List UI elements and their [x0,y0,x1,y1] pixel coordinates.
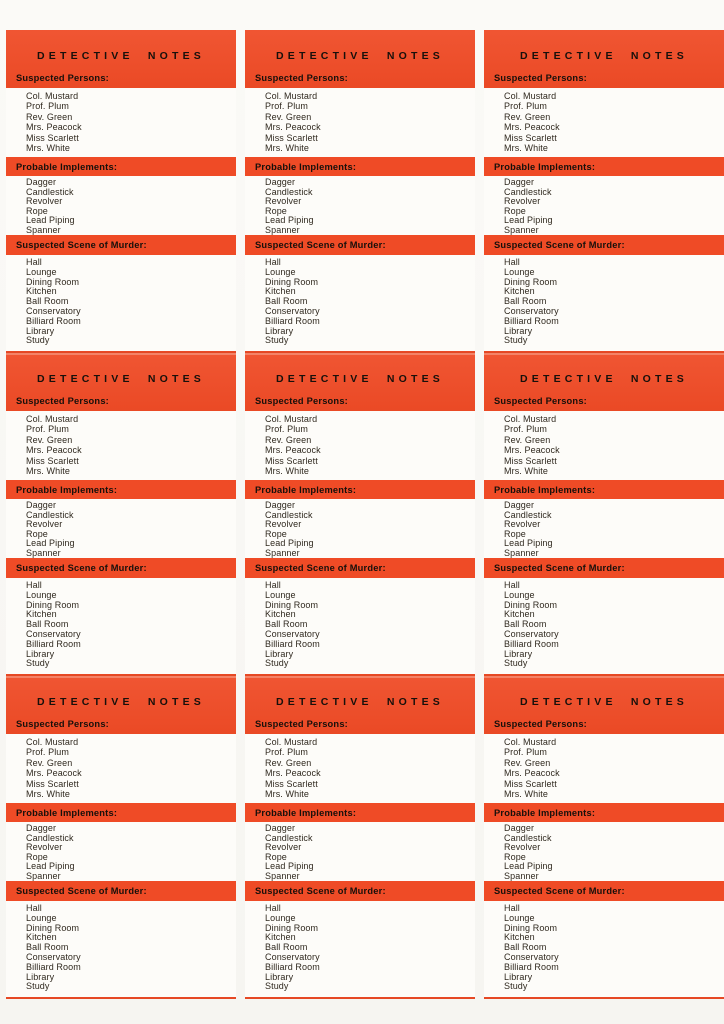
list-item: Hall [26,580,42,590]
list-item: Lounge [265,589,296,600]
card-header-band [245,353,475,411]
list-item: Conservatory [504,305,559,316]
list-item: Mrs. Peacock [504,768,560,779]
list-item: Mrs. Peacock [26,768,82,779]
list-item: Candlestick [265,509,313,520]
section-label-suspected-persons: Suspected Persons: [255,396,348,406]
probable-implements-list [484,499,724,558]
card-header-band [484,353,724,411]
list-item: Miss Scarlett [265,132,318,143]
suspected-persons-list [484,411,724,480]
list-item: Rev. Green [26,434,73,445]
card-title: DETECTIVE NOTES [519,50,688,62]
list-item: Study [26,981,50,992]
list-item: Miss Scarlett [504,455,557,466]
list-item: Lead Piping [265,215,314,225]
list-item: Col. Mustard [504,414,557,424]
suspected-scene-list [245,578,475,674]
suspected-scene-band [6,235,236,255]
list-item: Mrs. Peacock [504,122,560,133]
suspected-persons-list [245,88,475,157]
list-item: Ball Room [26,296,69,307]
list-item: Hall [504,257,520,267]
section-label-probable-implements: Probable Implements: [255,484,357,495]
list-item: Prof. Plum [265,424,309,435]
list-item: Ball Room [504,619,547,630]
section-label-probable-implements: Probable Implements: [16,807,118,818]
list-item: Dining Room [504,922,558,933]
list-item: Conservatory [265,305,320,316]
section-label-suspected-scene: Suspected Scene of Murder: [494,240,625,250]
detective-notes-card [245,30,475,353]
list-item: Conservatory [504,951,559,962]
list-item: Mrs. White [504,789,549,800]
list-item: Candlestick [26,509,74,520]
list-item: Dining Room [26,276,80,287]
probable-implements-list [484,822,724,881]
card-header-band [6,30,236,88]
section-label-suspected-persons: Suspected Persons: [494,396,587,406]
section-label-suspected-scene: Suspected Scene of Murder: [16,886,147,896]
list-item: Conservatory [504,628,559,639]
detective-notes-card [484,676,724,999]
card-grid [6,30,724,999]
suspected-persons-list [245,734,475,803]
list-item: Conservatory [265,951,320,962]
list-item: Lounge [26,589,57,600]
list-item: Library [26,648,55,659]
card-title: DETECTIVE NOTES [275,50,444,62]
card-title: DETECTIVE NOTES [275,373,444,385]
list-item: Hall [265,257,281,267]
list-item: Revolver [26,519,63,529]
probable-implements-band [245,157,475,176]
section-label-probable-implements: Probable Implements: [255,161,357,172]
list-item: Dagger [26,500,57,510]
list-item: Study [265,335,289,346]
list-item: Spanner [26,547,61,558]
list-item: Dagger [26,177,57,187]
list-item: Hall [504,580,520,590]
list-item: Rev. Green [26,111,73,122]
section-label-probable-implements: Probable Implements: [494,161,596,172]
list-item: Dining Room [504,599,558,610]
probable-implements-band [6,480,236,499]
section-label-suspected-persons: Suspected Persons: [16,719,109,729]
list-item: Conservatory [26,951,81,962]
list-item: Prof. Plum [26,747,70,758]
suspected-persons-list [245,411,475,480]
list-item: Spanner [504,547,539,558]
list-item: Rope [504,528,526,539]
list-item: Rope [265,205,287,216]
suspected-scene-band [6,881,236,901]
card-footer-band [6,997,236,999]
list-item: Lead Piping [265,861,314,871]
card-header-band [6,353,236,411]
card-title: DETECTIVE NOTES [519,696,688,708]
probable-implements-band [6,157,236,176]
list-item: Lead Piping [26,861,75,871]
card-title: DETECTIVE NOTES [36,696,205,708]
list-item: Miss Scarlett [26,455,79,466]
list-item: Dining Room [26,599,80,610]
suspected-scene-list [245,901,475,997]
list-item: Mrs. White [26,143,71,154]
list-item: Col. Mustard [265,737,318,747]
list-item: Prof. Plum [26,101,70,112]
list-item: Spanner [504,224,539,235]
card-footer-band [245,997,475,999]
probable-implements-list [6,499,236,558]
list-item: Miss Scarlett [504,132,557,143]
list-item: Lead Piping [265,538,314,548]
list-item: Lounge [265,912,296,923]
list-item: Spanner [265,547,300,558]
list-item: Lounge [26,912,57,923]
list-item: Kitchen [26,286,57,297]
suspected-scene-list [245,255,475,351]
card-header-band [6,676,236,734]
suspected-scene-list [6,901,236,997]
probable-implements-list [6,176,236,235]
list-item: Rev. Green [265,434,312,445]
list-item: Rev. Green [504,757,551,768]
list-item: Billiard Room [504,961,559,972]
list-item: Prof. Plum [26,424,70,435]
list-item: Mrs. Peacock [26,122,82,133]
list-item: Lead Piping [504,215,553,225]
list-item: Spanner [265,224,300,235]
list-item: Mrs. White [504,466,549,477]
section-label-suspected-scene: Suspected Scene of Murder: [494,563,625,573]
suspected-persons-list [6,88,236,157]
list-item: Ball Room [504,942,547,953]
list-item: Miss Scarlett [26,778,79,789]
list-item: Lead Piping [26,538,75,548]
list-item: Prof. Plum [504,424,548,435]
list-item: Lounge [265,266,296,277]
section-label-suspected-scene: Suspected Scene of Murder: [255,240,386,250]
suspected-scene-band [484,558,724,578]
list-item: Hall [265,903,281,913]
list-item: Prof. Plum [504,101,548,112]
list-item: Candlestick [265,186,313,197]
list-item: Mrs. White [265,789,310,800]
list-item: Mrs. White [26,789,71,800]
suspected-scene-band [6,558,236,578]
list-item: Mrs. Peacock [265,768,321,779]
probable-implements-band [484,803,724,822]
list-item: Candlestick [504,832,552,843]
list-item: Study [504,658,528,669]
card-title: DETECTIVE NOTES [519,373,688,385]
list-item: Mrs. White [265,466,310,477]
list-item: Mrs. White [265,143,310,154]
card-title: DETECTIVE NOTES [275,696,444,708]
list-item: Lounge [504,912,535,923]
suspected-scene-list [484,901,724,997]
list-item: Kitchen [265,932,296,943]
list-item: Library [265,971,294,982]
list-item: Lead Piping [504,538,553,548]
suspected-scene-list [484,578,724,674]
card-footer-band [484,997,724,999]
list-item: Mrs. Peacock [504,445,560,456]
list-item: Study [504,981,528,992]
list-item: Kitchen [504,932,535,943]
list-item: Dining Room [265,922,319,933]
card-title: DETECTIVE NOTES [36,50,205,62]
list-item: Rope [26,205,48,216]
list-item: Billiard Room [265,961,320,972]
suspected-scene-band [245,558,475,578]
suspected-persons-list [484,734,724,803]
list-item: Kitchen [504,609,535,620]
list-item: Miss Scarlett [504,778,557,789]
list-item: Dagger [504,500,535,510]
list-item: Dining Room [265,276,319,287]
list-item: Revolver [504,842,541,852]
list-item: Kitchen [265,609,296,620]
list-item: Rope [265,851,287,862]
list-item: Spanner [26,870,61,881]
section-label-suspected-persons: Suspected Persons: [255,73,348,83]
list-item: Conservatory [265,628,320,639]
probable-implements-list [6,822,236,881]
list-item: Lead Piping [504,861,553,871]
list-item: Col. Mustard [265,414,318,424]
list-item: Rope [504,205,526,216]
suspected-scene-list [6,578,236,674]
section-label-suspected-persons: Suspected Persons: [494,719,587,729]
suspected-scene-band [484,881,724,901]
suspected-scene-band [245,881,475,901]
list-item: Revolver [504,519,541,529]
list-item: Candlestick [504,186,552,197]
list-item: Ball Room [265,619,308,630]
list-item: Revolver [265,842,302,852]
suspected-persons-list [484,88,724,157]
list-item: Hall [265,580,281,590]
probable-implements-band [484,480,724,499]
list-item: Hall [26,903,42,913]
list-item: Lead Piping [26,215,75,225]
suspected-scene-list [484,255,724,351]
list-item: Mrs. White [26,466,71,477]
detective-notes-sheet [6,30,724,999]
list-item: Library [26,325,55,336]
detective-notes-card [245,676,475,999]
list-item: Dagger [26,823,57,833]
list-item: Billiard Room [26,315,81,326]
list-item: Rev. Green [265,757,312,768]
list-item: Ball Room [26,619,69,630]
section-label-suspected-persons: Suspected Persons: [16,73,109,83]
list-item: Library [26,971,55,982]
suspected-scene-band [484,235,724,255]
card-title: DETECTIVE NOTES [36,373,205,385]
list-item: Candlestick [26,186,74,197]
probable-implements-list [245,499,475,558]
list-item: Hall [26,257,42,267]
list-item: Col. Mustard [26,91,79,101]
list-item: Ball Room [265,296,308,307]
card-header-band [245,30,475,88]
list-item: Dagger [265,177,296,187]
list-item: Spanner [504,870,539,881]
list-item: Mrs. Peacock [265,445,321,456]
list-item: Rope [504,851,526,862]
list-item: Kitchen [26,609,57,620]
detective-notes-card [6,676,236,999]
section-label-suspected-scene: Suspected Scene of Murder: [255,563,386,573]
list-item: Study [504,335,528,346]
list-item: Mrs. White [504,143,549,154]
list-item: Library [504,648,533,659]
suspected-scene-list [6,255,236,351]
list-item: Ball Room [26,942,69,953]
list-item: Kitchen [26,932,57,943]
section-label-probable-implements: Probable Implements: [255,807,357,818]
section-label-probable-implements: Probable Implements: [16,161,118,172]
list-item: Miss Scarlett [265,778,318,789]
section-label-suspected-scene: Suspected Scene of Murder: [255,886,386,896]
suspected-persons-list [6,411,236,480]
probable-implements-list [245,822,475,881]
list-item: Billiard Room [26,638,81,649]
list-item: Dagger [504,823,535,833]
card-header-band [484,30,724,88]
detective-notes-card [6,30,236,353]
card-header-band [245,676,475,734]
list-item: Revolver [504,196,541,206]
list-item: Rev. Green [504,434,551,445]
list-item: Revolver [265,196,302,206]
list-item: Dining Room [504,276,558,287]
list-item: Col. Mustard [504,737,557,747]
list-item: Library [504,971,533,982]
detective-notes-card [245,353,475,676]
list-item: Rope [26,851,48,862]
list-item: Rev. Green [504,111,551,122]
list-item: Study [265,658,289,669]
list-item: Miss Scarlett [26,132,79,143]
list-item: Mrs. Peacock [265,122,321,133]
list-item: Rev. Green [265,111,312,122]
section-label-suspected-persons: Suspected Persons: [494,73,587,83]
list-item: Candlestick [26,832,74,843]
section-label-probable-implements: Probable Implements: [16,484,118,495]
list-item: Miss Scarlett [265,455,318,466]
list-item: Rope [26,528,48,539]
list-item: Prof. Plum [504,747,548,758]
section-label-probable-implements: Probable Implements: [494,807,596,818]
probable-implements-band [6,803,236,822]
list-item: Billiard Room [504,315,559,326]
detective-notes-card [484,30,724,353]
section-label-suspected-scene: Suspected Scene of Murder: [494,886,625,896]
probable-implements-list [484,176,724,235]
list-item: Study [26,335,50,346]
list-item: Lounge [504,589,535,600]
list-item: Study [265,981,289,992]
list-item: Conservatory [26,628,81,639]
list-item: Col. Mustard [265,91,318,101]
list-item: Billiard Room [26,961,81,972]
list-item: Conservatory [26,305,81,316]
list-item: Hall [504,903,520,913]
list-item: Kitchen [504,286,535,297]
list-item: Library [504,325,533,336]
list-item: Candlestick [504,509,552,520]
list-item: Dagger [265,823,296,833]
list-item: Rev. Green [26,757,73,768]
card-header-band [484,676,724,734]
list-item: Dining Room [26,922,80,933]
probable-implements-band [245,480,475,499]
list-item: Spanner [26,224,61,235]
list-item: Lounge [504,266,535,277]
list-item: Billiard Room [265,315,320,326]
section-label-suspected-scene: Suspected Scene of Murder: [16,240,147,250]
list-item: Candlestick [265,832,313,843]
section-label-probable-implements: Probable Implements: [494,484,596,495]
section-label-suspected-persons: Suspected Persons: [16,396,109,406]
list-item: Col. Mustard [26,737,79,747]
list-item: Revolver [26,842,63,852]
list-item: Billiard Room [265,638,320,649]
list-item: Prof. Plum [265,101,309,112]
section-label-suspected-persons: Suspected Persons: [255,719,348,729]
list-item: Rope [265,528,287,539]
list-item: Study [26,658,50,669]
list-item: Kitchen [265,286,296,297]
detective-notes-card [6,353,236,676]
list-item: Col. Mustard [504,91,557,101]
section-label-suspected-scene: Suspected Scene of Murder: [16,563,147,573]
probable-implements-band [484,157,724,176]
list-item: Library [265,648,294,659]
list-item: Billiard Room [504,638,559,649]
list-item: Dagger [265,500,296,510]
list-item: Col. Mustard [26,414,79,424]
list-item: Revolver [265,519,302,529]
list-item: Lounge [26,266,57,277]
suspected-persons-list [6,734,236,803]
list-item: Prof. Plum [265,747,309,758]
list-item: Dining Room [265,599,319,610]
list-item: Spanner [265,870,300,881]
list-item: Revolver [26,196,63,206]
list-item: Mrs. Peacock [26,445,82,456]
probable-implements-list [245,176,475,235]
list-item: Ball Room [265,942,308,953]
list-item: Dagger [504,177,535,187]
suspected-scene-band [245,235,475,255]
probable-implements-band [245,803,475,822]
list-item: Ball Room [504,296,547,307]
detective-notes-card [484,353,724,676]
list-item: Library [265,325,294,336]
